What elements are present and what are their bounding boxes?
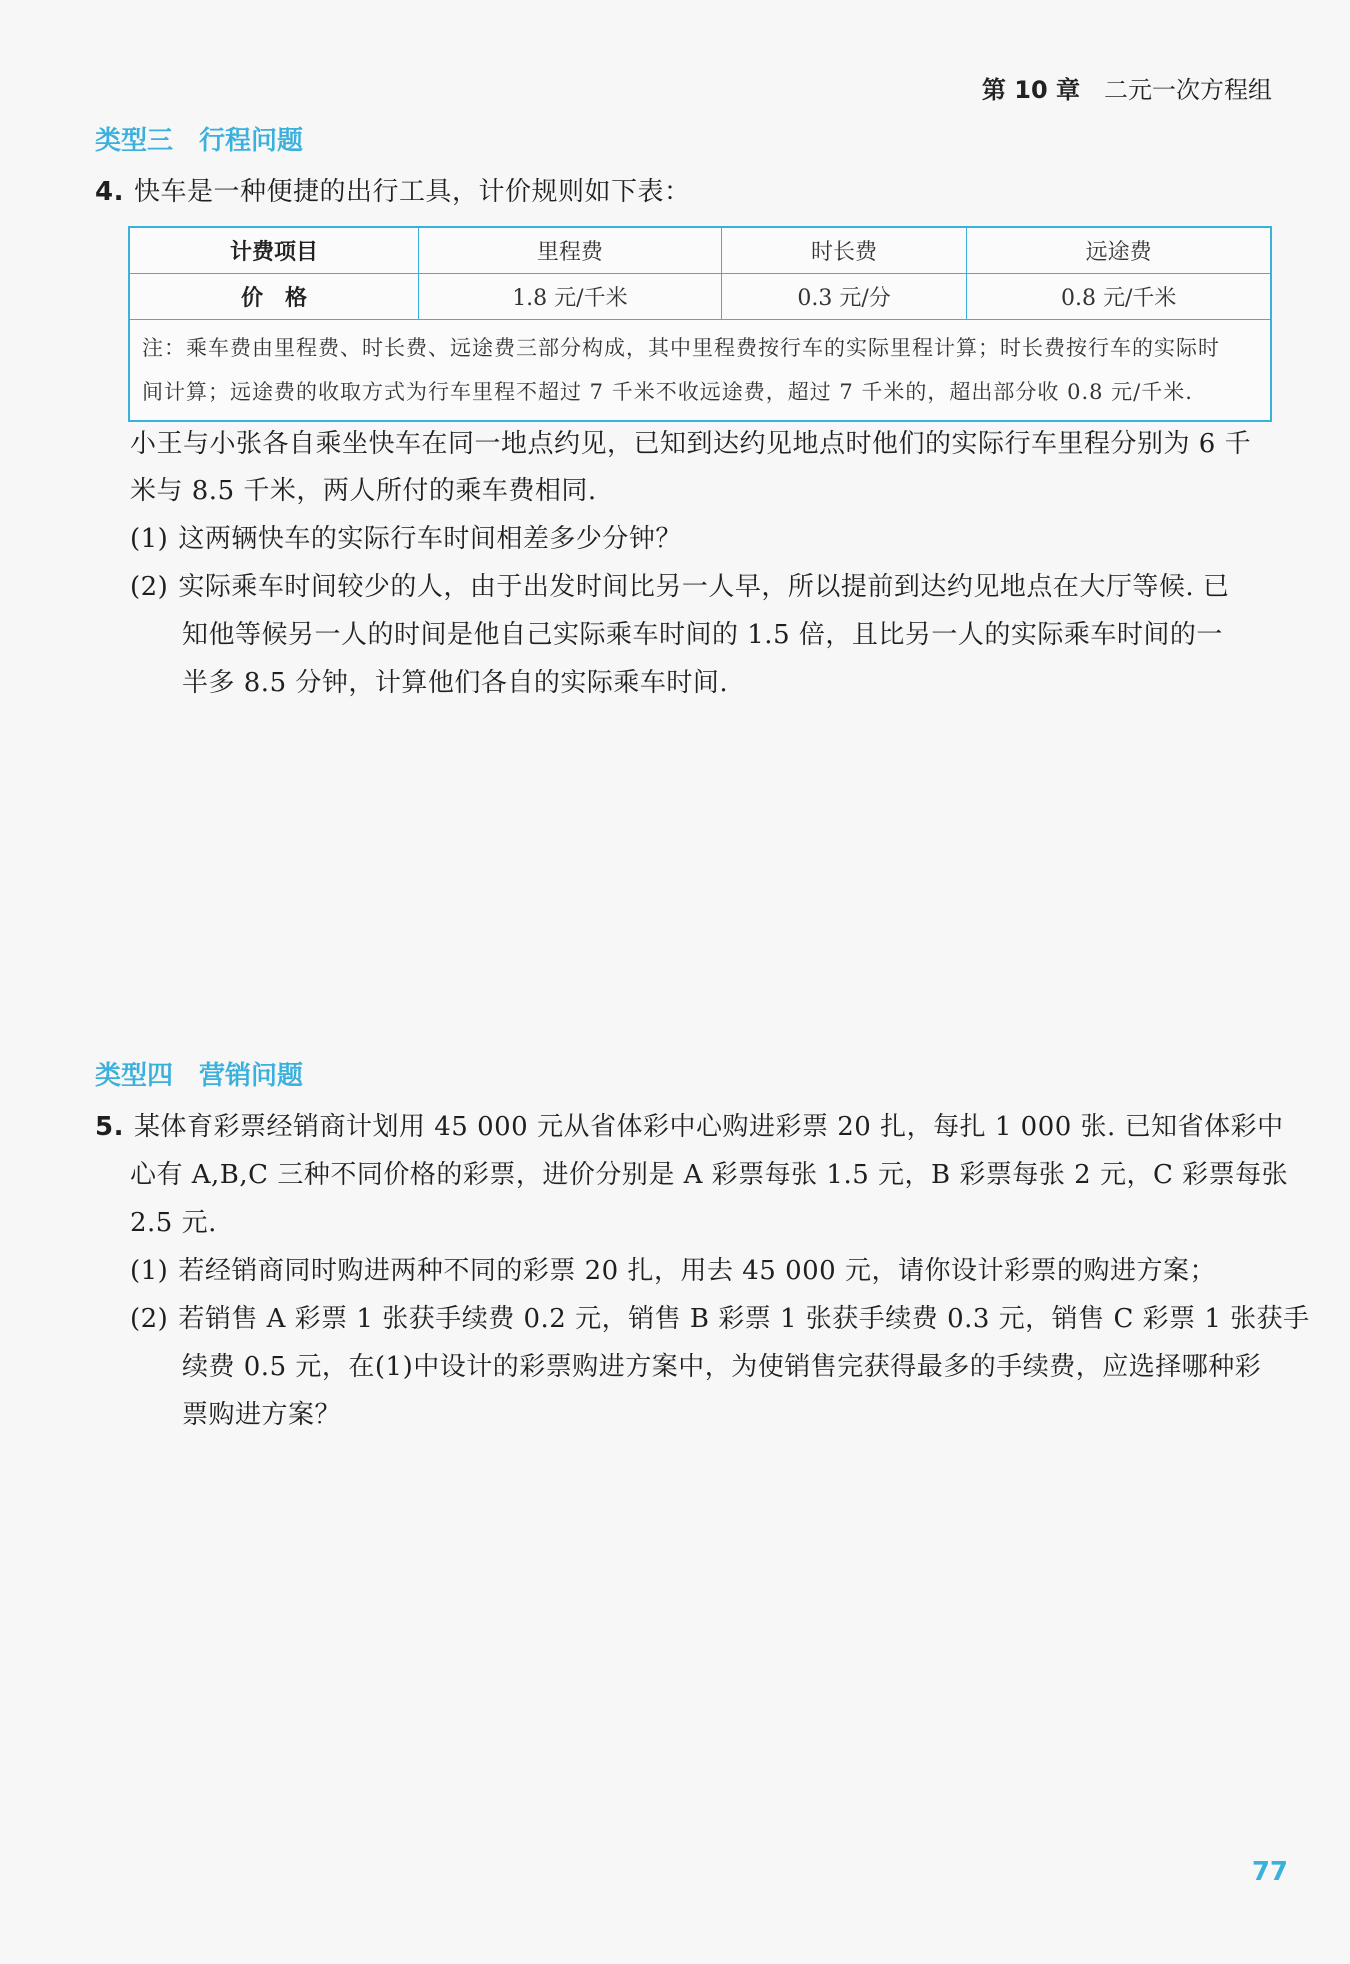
part-label: (1) xyxy=(130,1256,169,1286)
table-row xyxy=(129,227,1271,274)
question-5-part-1 xyxy=(130,1254,1216,1288)
table-row xyxy=(129,320,1271,422)
question-4-body-line: 米与 8.5 千米，两人所付的乘车费相同. xyxy=(130,476,597,506)
table-row xyxy=(129,274,1271,320)
question-5-line: 心有 A,B,C 三种不同价格的彩票，进价分别是 A 彩票每张 1.5 元，B 彩票每张 2 元，C 彩票每张 xyxy=(130,1160,1289,1190)
table-cell: 价 格 xyxy=(129,274,419,320)
question-5-part-2 xyxy=(130,1302,1310,1336)
table-cell: 远途费 xyxy=(967,227,1271,274)
section-label: 类型四 xyxy=(95,1061,174,1091)
table-cell: 0.8 元/千米 xyxy=(967,274,1271,320)
table-cell: 1.8 元/千米 xyxy=(419,274,722,320)
part-text: 若销售 A 彩票 1 张获手续费 0.2 元，销售 B 彩票 1 张获手续费 0.3 元，销售 C 彩票 1 张获手 xyxy=(178,1304,1310,1334)
question-text: 某体育彩票经销商计划用 45 000 元从省体彩中心购进彩票 20 扎，每扎 1 000 张. 已知省体彩中 xyxy=(133,1112,1284,1142)
section-name: 行程问题 xyxy=(199,126,304,156)
question-5-part-2-line: 续费 0.5 元，在(1)中设计的彩票购进方案中，为使销售完获得最多的手续费，应选择哪种彩 xyxy=(182,1352,1262,1382)
table-cell: 时长费 xyxy=(721,227,967,274)
table-cell: 0.3 元/分 xyxy=(721,274,967,320)
part-text: 实际乘车时间较少的人，由于出发时间比另一人早，所以提前到达约见地点在大厅等候. 已 xyxy=(178,572,1230,602)
question-5-part-2-line: 票购进方案？ xyxy=(182,1400,342,1430)
part-text: 若经销商同时购进两种不同的彩票 20 扎，用去 45 000 元，请你设计彩票的购进方案； xyxy=(178,1256,1216,1286)
section-label: 类型三 xyxy=(95,126,174,156)
part-label: (2) xyxy=(130,1304,169,1334)
chapter-number: 第 10 章 xyxy=(981,76,1080,104)
section-name: 营销问题 xyxy=(199,1061,304,1091)
chapter-title: 二元一次方程组 xyxy=(1104,76,1272,104)
part-label: (2) xyxy=(130,572,169,602)
page-number: 77 xyxy=(1251,1857,1288,1887)
section-title-travel xyxy=(95,120,303,157)
question-4-body-line: 小王与小张各自乘坐快车在同一地点约见，已知到达约见地点时他们的实际行车里程分别为 6 千 xyxy=(130,429,1252,459)
table-cell: 计费项目 xyxy=(129,227,419,274)
note-line: 间计算；远途费的收取方式为行车里程不超过 7 千米不收远途费，超过 7 千米的，超出部分收 0.8 元/千米. xyxy=(142,380,1193,404)
question-4-part-2 xyxy=(130,570,1229,604)
question-4-intro xyxy=(95,175,690,209)
fare-table xyxy=(128,226,1272,422)
part-label: (1) xyxy=(130,524,169,554)
question-number: 4. xyxy=(95,177,124,207)
table-cell: 里程费 xyxy=(419,227,722,274)
question-4-part-2-line: 知他等候另一人的时间是他自己实际乘车时间的 1.5 倍，且比另一人的实际乘车时间的一 xyxy=(182,620,1223,650)
question-text: 快车是一种便捷的出行工具，计价规则如下表： xyxy=(133,177,691,207)
question-5-line xyxy=(95,1110,1284,1144)
question-5-line: 2.5 元. xyxy=(130,1208,217,1238)
question-4-part-2-line: 半多 8.5 分钟，计算他们各自的实际乘车时间. xyxy=(182,668,729,698)
section-title-marketing xyxy=(95,1055,303,1092)
part-text: 这两辆快车的实际行车时间相差多少分钟？ xyxy=(178,524,682,554)
question-number: 5. xyxy=(95,1112,124,1142)
note-line: 注：乘车费由里程费、时长费、远途费三部分构成，其中里程费按行车的实际里程计算；时长费按行车的实际时 xyxy=(142,336,1220,360)
chapter-header xyxy=(982,70,1272,105)
table-note xyxy=(129,320,1271,422)
question-4-part-1 xyxy=(130,522,682,556)
